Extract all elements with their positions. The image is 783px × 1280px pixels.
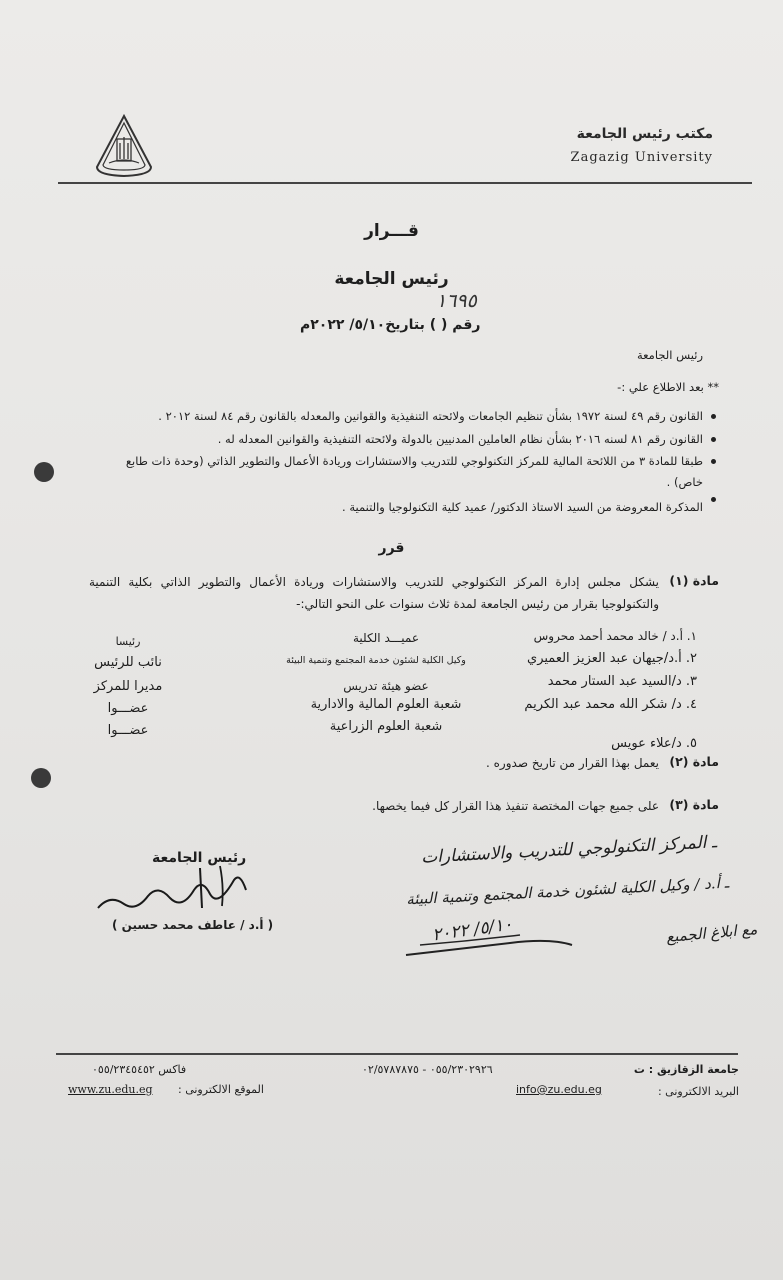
university-name-en: Zagazig University (570, 150, 713, 165)
member-name-1: ١. أ.د / خالد محمد أحمد محروس (533, 629, 697, 643)
recital-1: القانون رقم ٤٩ لسنة ١٩٧٢ بشأن تنظيم الجامعات ولائحته التنفيذية والقوانين والمعدله بالقانون رقم ٨٤ لسنة ٢٠١٢ . (158, 409, 703, 423)
footer-university: جامعة الزقازيق : ت (633, 1063, 739, 1076)
member-role-1: رئيسا (115, 635, 141, 648)
footer-divider (56, 1053, 738, 1055)
recital-3: طبقا للمادة ٣ من اللائحة المالية للمركز التكنولوجي للتدريب والاستشارات وريادة الأعمال والتطوير الذاتي (وحدة ذات طابع (125, 454, 703, 468)
member-name-3: ٣. د/السيد عبد الستار محمد (547, 674, 697, 689)
punch-hole (31, 768, 51, 788)
recital-3-cont: خاص) . (666, 475, 703, 489)
bullet (711, 414, 716, 419)
handwritten-note-1: ـ المركز التكنولوجي للتدريب والاستشارات (420, 832, 718, 868)
signatory-name: ( أ.د / عاطف محمد حسين ) (112, 918, 274, 932)
member-position-2: وكيل الكلية لشئون خدمة المجتمع وتنمية البيئة (286, 655, 466, 666)
addressee: رئيس الجامعة (636, 348, 703, 362)
handwritten-note-3: مع ابلاغ الجميع (664, 920, 758, 946)
article1-label: مادة (١) (669, 573, 719, 588)
university-logo-icon (93, 113, 155, 179)
decision-title: قـــرار (364, 221, 419, 241)
footer-site-label: الموقع الالكترونى : (178, 1083, 264, 1096)
punch-hole (34, 462, 54, 482)
decision-number-date: رقم ( ) بتاريخ٥/١٠/ ٢٠٢٢م (300, 317, 481, 333)
footer-email-label: البريد الالكترونى : (657, 1085, 739, 1098)
president-title: رئيس الجامعة (334, 269, 449, 289)
article1-text: يشكل مجلس إدارة المركز التكنولوجي للتدريب والاستشارات وريادة الأعمال والتطوير الذاتي بكلية التنمية والتكنولوجيا بقرار من رئيس الجامعة لمدة ثلاث سنوات على النحو التالي:- (89, 575, 659, 611)
footer-phones: ٠٥٥/٢٣٠٢٩٢٦ - ٠٢/٥٧٨٧٨٧٥ (362, 1063, 493, 1076)
signature-scribble-icon (90, 860, 260, 920)
bullet (711, 459, 716, 464)
handwritten-note-2: ـ أ.د / وكيل الكلية لشئون خدمة المجتمع وتنمية البيئة (405, 873, 730, 909)
header-divider (58, 182, 752, 184)
handwritten-flourish-icon (400, 905, 580, 965)
article2-label: مادة (٢) (669, 754, 719, 769)
recital-4: المذكرة المعروضة من السيد الاستاذ الدكتور/ عميد كلية التكنولوجيا والتنمية . (342, 500, 703, 514)
recital-2: القانون رقم ٨١ لسنه ٢٠١٦ بشأن نظام العاملين المدنيين بالدولة ولائحته التنفيذية والقوانين المعدله له . (217, 432, 703, 446)
member-position-1: عميـــد الكلية (352, 631, 420, 645)
footer-fax: فاكس ٠٥٥/٢٣٤٥٤٥٢ (92, 1063, 187, 1076)
member-name-5: ٥. د/علاء عويس (611, 736, 697, 751)
member-role-4: عضـــوا (107, 701, 149, 716)
article3-text: على جميع جهات المختصة تنفيذ هذا القرار كل فيما يخصها. (372, 799, 659, 813)
after-review-label: ** بعد الاطلاع علي :- (617, 380, 719, 394)
article2-text: يعمل بهذا القرار من تاريخ صدوره . (486, 756, 659, 770)
member-position-5: شعبة العلوم الزراعية (329, 719, 443, 734)
decided-heading: قرر (378, 540, 405, 556)
handwritten-decision-number: ١٦٩٥ (436, 290, 477, 312)
signature-title: رئيس الجامعة (152, 850, 247, 866)
footer-email-link[interactable]: info@zu.edu.eg (516, 1083, 602, 1096)
bullet (711, 437, 716, 442)
member-role-2: نائب للرئيس (94, 655, 162, 670)
bullet (711, 497, 716, 502)
article3-label: مادة (٣) (669, 797, 719, 812)
member-name-2: ٢. أ.د/جيهان عبد العزيز العميري (527, 651, 697, 666)
member-position-3: عضو هيئة تدريس (343, 679, 429, 693)
member-position-4: شعبة العلوم المالية والادارية (310, 697, 462, 712)
footer-site-link[interactable]: www.zu.edu.eg (68, 1083, 153, 1096)
handwritten-date: ٥/١٠/ ٢٠٢٢ (431, 914, 514, 946)
member-role-3: مديرا للمركز (93, 679, 163, 694)
office-name: مكتب رئيس الجامعة (576, 126, 713, 142)
member-name-4: ٤. د/ شكر الله محمد عبد الكريم (524, 697, 697, 712)
member-role-5: عضـــوا (107, 723, 149, 738)
